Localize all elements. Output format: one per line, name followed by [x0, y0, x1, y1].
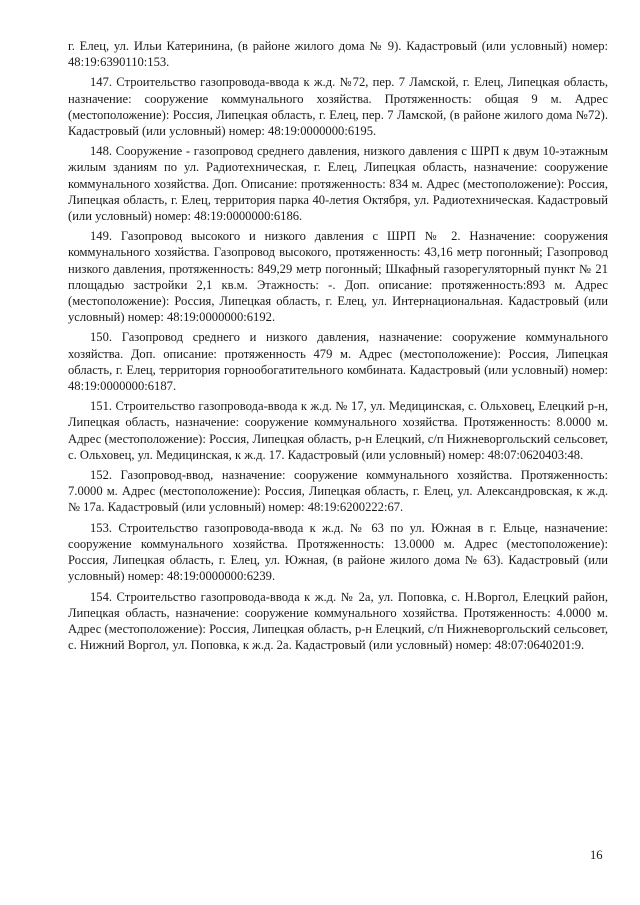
paragraph-152: 152. Газопровод-ввод, назначение: сооружение коммунального хозяйства. Протяженность: 7.0000 м. Адрес (местоположение): Россия, Липецкая область, г. Елец, ул. Александровская, к ж.д. № 17а. Кадастровый (или условный) номер: 48:19:6200222:67. — [68, 468, 608, 515]
paragraph-151: 151. Строительство газопровода-ввода к ж.д. № 17, ул. Медицинская, с. Ольховец, Елецкий р-н, Липецкая область, назначение: сооружение коммунального хозяйства. Протяженность: 8.0000 м. Адрес (местоположение): Россия, Липецкая область, р-н Елецкий, с/п Нижневоргольский сельсовет, с. Ольховец, ул. Медицинская, к ж.д. 17. Кадастровый (или условный) номер: 48:07:0620403:48. — [68, 399, 608, 462]
paragraph-153: 153. Строительство газопровода-ввода к ж.д. № 63 по ул. Южная в г. Ельце, назначение: сооружение коммунального хозяйства. Протяженность: 13.0000 м. Адрес (местоположение): Россия, Липецкая область, г. Елец, ул. Южная, (в районе жилого дома № 63). Кадастровый (или условный) номер: 48:19:0000000:6239. — [68, 520, 608, 584]
paragraph-147: 147. Строительство газопровода-ввода к ж.д. №72, пер. 7 Ламской, г. Елец, Липецкая область, назначение: сооружение коммунального хозяйства. Протяженность: общая 9 м. Адрес (местоположение): Россия, Липецкая область, г. Елец, пер. 7 Ламской, (в районе жилого дома №72). Кадастровый (или условный) номер: 48:19:0000000:6195. — [68, 75, 608, 139]
paragraph-continuation: г. Елец, ул. Ильи Катеринина, (в районе жилого дома № 9). Кадастровый (или условный) номер: 48:19:6390110:153. — [68, 39, 608, 70]
paragraph-154: 154. Строительство газопровода-ввода к ж.д. № 2а, ул. Поповка, с. Н.Воргол, Елецкий район, Липецкая область, назначение: сооружение коммунального хозяйства. Протяженность: 4.0000 м. Адрес (местоположение): Россия, Липецкая область, р-н Елецкий, с/п Нижневоргольский сельсовет, с. Нижний Воргол, ул. Поповка, к ж.д. 2а. Кадастровый (или условный) номер: 48:07:0640201:9. — [68, 589, 608, 653]
paragraph-149: 149. Газопровод высокого и низкого давления с ШРП № 2. Назначение: сооружения коммунального хозяйства. Газопровод высокого, протяженность: 43,16 метр погонный; Газопровод низкого давления, протяженность: 849,29 метр погонный; Шкафный газорегуляторный пункт № 21 площадью застройки 2,1 кв.м. Этажность: -. Доп. описание: протяженность:893 м. Адрес (местоположение): Россия, Липецкая область, г. Елец, ул. Интернациональная. Кадастровый (или условный) номер: 48:19:0000000:6192. — [68, 229, 608, 325]
paragraph-150: 150. Газопровод среднего и низкого давления, назначение: сооружение коммунального хозяйства. Доп. описание: протяженность 479 м. Адрес (местоположение): Россия, Липецкая область, г. Елец, территория горнообогатительного комбината. Кадастровый (или условный) номер: 48:19:0000000:6187. — [68, 330, 608, 394]
paragraph-148: 148. Сооружение - газопровод среднего давления, низкого давления с ШРП к двум 10-этажным жилым зданиям по ул. Радиотехническая, г. Елец, Липецкая область, назначение: сооружение коммунального хозяйства. Доп. Описание: протяженность: 834 м. Адрес (местоположение): Россия, Липецкая область, г. Елец, территория парка 40-летия Октября, ул. Радиотехническая. Кадастровый (или условный) номер: 48:19:0000000:6186. — [68, 144, 608, 224]
page-number: 16 — [590, 848, 603, 862]
document-body — [68, 38, 608, 657]
